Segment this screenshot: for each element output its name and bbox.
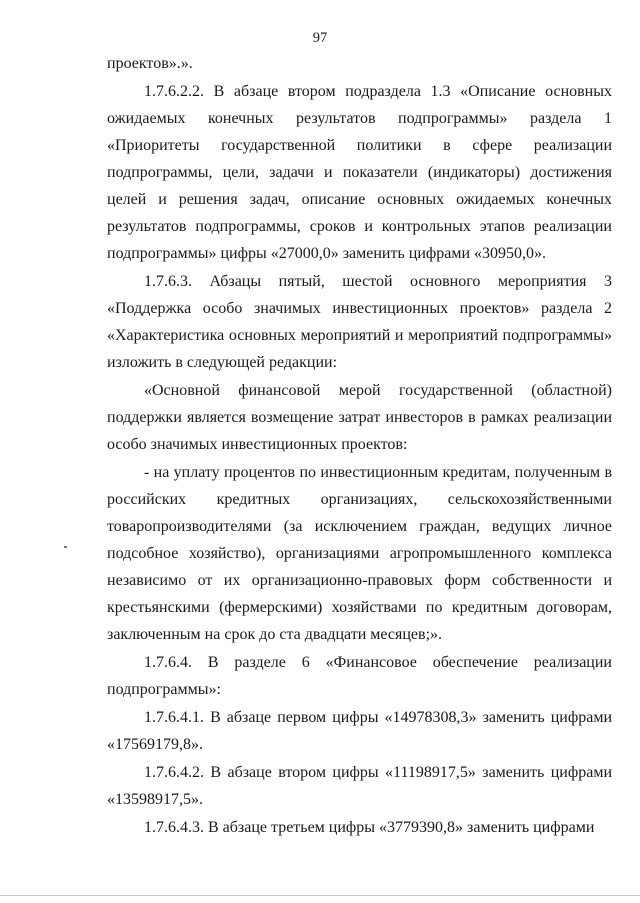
document-body	[107, 50, 612, 841]
paragraph-1-7-6-4-3: 1.7.6.4.3. В абзаце третьем цифры «3779390,8» заменить цифрами	[144, 819, 595, 836]
page-bottom-edge	[0, 895, 640, 896]
paragraph-1-7-6-4-2: 1.7.6.4.2. В абзаце втором цифры «11198917,5» заменить цифрами «13598917,5».	[107, 764, 612, 808]
paragraph-1-7-6-4: 1.7.6.4. В разделе 6 «Финансовое обеспечение реализации подпрограммы»:	[107, 654, 612, 698]
paragraph-1-7-6-2-2: 1.7.6.2.2. В абзаце втором подраздела 1.3 «Описание основных ожидаемых конечных результатов подпрограммы» раздела 1 «Приоритеты государственной политики в сфере реализации подпрограммы, цели, задачи и показатели (индикаторы) достижения целей и решения задач, описание основных ожидаемых конечных результатов подпрограммы, сроков и контрольных этапов реализации подпрограммы» цифры «27000,0» заменить цифрами «30950,0».	[107, 83, 612, 262]
scan-speck	[64, 546, 67, 548]
paragraph-1-7-6-4-1: 1.7.6.4.1. В абзаце первом цифры «14978308,3» заменить цифрами «17569179,8».	[107, 709, 612, 753]
paragraph-1-7-6-3: 1.7.6.3. Абзацы пятый, шестой основного мероприятия 3 «Поддержка особо значимых инвестиционных проектов» раздела 2 «Характеристика основных мероприятий и мероприятий подпрограммы» изложить в следующей редакции:	[107, 273, 612, 371]
paragraph-interest-payment: - на уплату процентов по инвестиционным кредитам, полученным в российских кредитных организациях, сельскохозяйственными товаропроизводителями (за исключением граждан, ведущих личное подсобное хозяйство), организациями агропромышленного комплекса независимо от их организационно-правовых форм собственности и крестьянскими (фермерскими) хозяйствами по кредитным договорам, заключенным на срок до ста двадцати месяцев;».	[107, 464, 612, 643]
page-number: 97	[312, 30, 328, 46]
paragraph-quoted-measure: «Основной финансовой мерой государственной (областной) поддержки является возмещение затрат инвесторов в рамках реализации особо значимых инвестиционных проектов:	[107, 382, 612, 453]
paragraph-continuation: проектов».».	[107, 55, 193, 72]
